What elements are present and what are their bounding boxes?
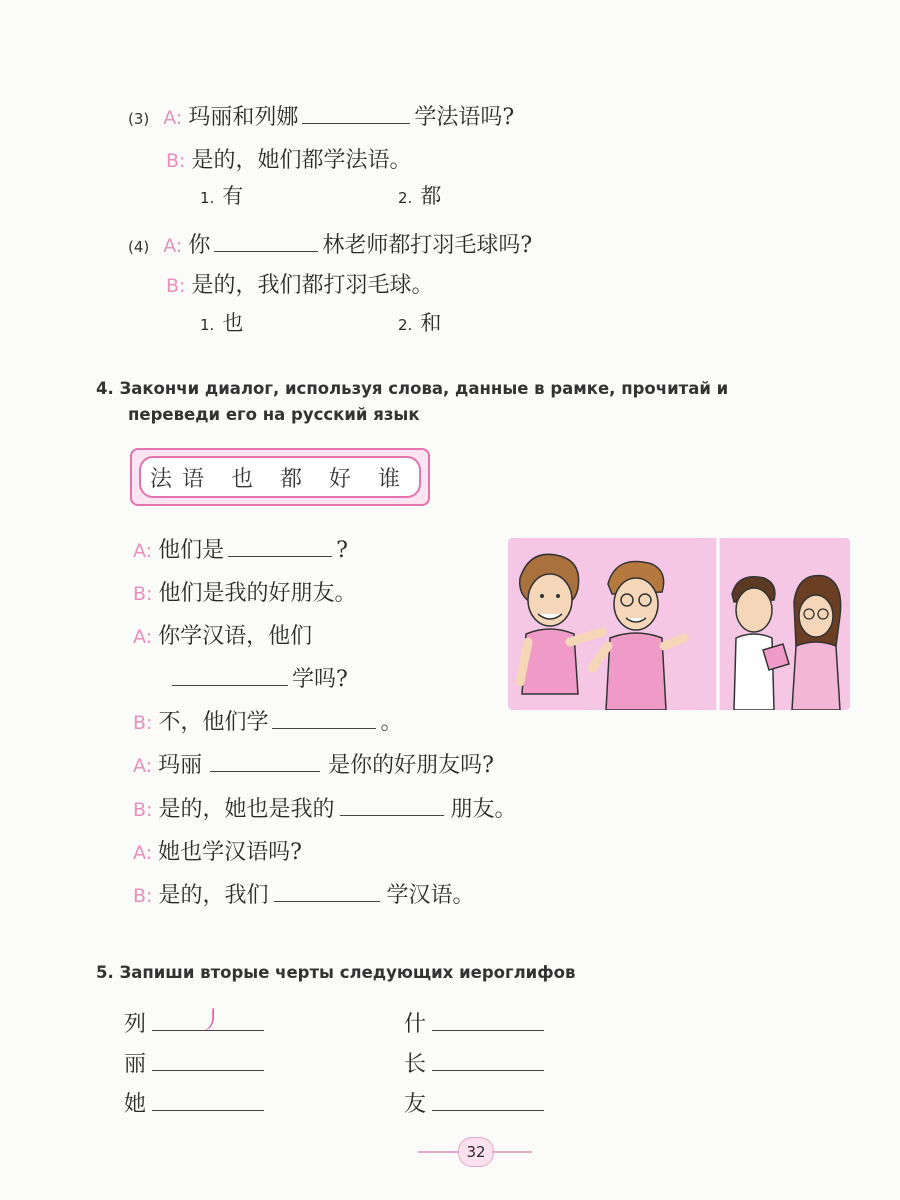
section4-heading (96, 376, 856, 428)
stroke-item (404, 1006, 544, 1038)
character: 列 (124, 1012, 147, 1037)
line-text: 你 (188, 233, 211, 258)
line-text: 她也学汉语吗? (158, 840, 302, 865)
answer-blank[interactable] (214, 229, 318, 252)
line-text: 是的，我们都打羽毛球。 (191, 273, 434, 298)
word-box-words: 法语 也 都 好 谁 (139, 456, 421, 498)
option-1[interactable] (200, 307, 243, 337)
speaker-label: A: (133, 842, 153, 864)
option-2[interactable] (398, 307, 441, 337)
speaker-label: A: (133, 626, 153, 648)
line-text: 学吗? (292, 667, 348, 692)
character: 丽 (124, 1052, 147, 1077)
line-text: 你学汉语，他们 (158, 624, 313, 649)
option-text: 都 (420, 184, 442, 208)
stroke-answer-blank[interactable] (432, 1046, 544, 1071)
answer-blank[interactable] (302, 101, 410, 124)
dialog-line (133, 705, 402, 736)
dialog-line (133, 835, 302, 866)
dialog-line (133, 619, 312, 650)
item4-question (128, 228, 532, 259)
speaker-b: B: (166, 275, 186, 297)
speaker-label: A: (133, 540, 153, 562)
speaker-label: B: (133, 712, 153, 734)
line-text: 不，他们学 (158, 710, 269, 735)
item-number: (4) (128, 238, 150, 256)
character: 她 (124, 1092, 147, 1117)
dialog-line (133, 533, 348, 564)
dialog-line (172, 662, 348, 693)
answer-blank[interactable] (340, 793, 444, 816)
item3-question (128, 100, 514, 131)
option-number: 1. (200, 189, 215, 207)
heading-line: 4. Закончи диалог, используя слова, данные в рамке, прочитай и (96, 379, 729, 398)
stroke-answer-blank[interactable] (432, 1006, 544, 1031)
dialog-line (133, 792, 516, 823)
stroke-item (404, 1086, 544, 1118)
stroke-answer-blank[interactable] (152, 1006, 264, 1034)
line-text: 是的，她们都学法语。 (191, 148, 412, 173)
answer-blank[interactable] (272, 706, 376, 729)
speaker-b: B: (166, 150, 186, 172)
line-text: 朋友。 (450, 797, 517, 822)
stroke-answer-blank[interactable] (432, 1086, 544, 1111)
section5-heading: 5. Запиши вторые черты следующих иероглифов (96, 963, 576, 982)
dialog-line (133, 576, 356, 607)
girl-with-glasses-figure (792, 576, 841, 710)
stroke-item (124, 1046, 264, 1078)
character: 什 (404, 1012, 427, 1037)
heading-line: переведи его на русский язык (128, 405, 420, 424)
line-text: 是的，我们 (158, 883, 269, 908)
option-text: 也 (222, 311, 244, 335)
speaker-a: A: (163, 235, 183, 257)
item-number: (3) (128, 110, 150, 128)
answer-blank[interactable] (274, 879, 380, 902)
speaker-a: A: (163, 107, 183, 129)
line-text: 。 (380, 710, 403, 735)
option-number: 1. (200, 316, 215, 334)
stroke-answer-blank[interactable] (152, 1086, 264, 1111)
boy-with-book-figure (732, 577, 789, 710)
stroke-item (124, 1086, 264, 1118)
line-text: 他们是我的好朋友。 (158, 581, 357, 606)
line-text: 林老师都打羽毛球吗? (322, 233, 533, 258)
speaker-label: B: (133, 583, 153, 605)
line-text: 学法语吗? (414, 105, 515, 130)
students-drawing (508, 538, 850, 710)
line-text: 是的，她也是我的 (158, 797, 335, 822)
line-text: 玛丽 (158, 753, 203, 778)
stroke-item (124, 1006, 264, 1038)
handwritten-stroke: 丿 (200, 1006, 225, 1034)
page-number: 32 (458, 1137, 494, 1167)
answer-blank[interactable] (210, 749, 320, 772)
option-2[interactable] (398, 180, 441, 210)
option-text: 有 (222, 184, 244, 208)
speaker-label: A: (133, 755, 153, 777)
line-text: 学汉语。 (386, 883, 475, 908)
line-text: 是你的好朋友吗? (328, 753, 494, 778)
item3-answer (166, 143, 411, 174)
boy-with-glasses-figure (592, 562, 684, 711)
line-text: 他们是 (158, 538, 225, 563)
boy-figure (520, 554, 602, 694)
option-1[interactable] (200, 180, 243, 210)
speaker-label: B: (133, 799, 153, 821)
dialog-line (133, 878, 474, 909)
line-text: 玛丽和列娜 (188, 105, 299, 130)
answer-blank[interactable] (172, 663, 288, 686)
item4-answer (166, 268, 433, 299)
character: 长 (404, 1052, 427, 1077)
speaker-label: B: (133, 885, 153, 907)
option-number: 2. (398, 316, 413, 334)
page-number-rule-right (492, 1151, 532, 1153)
stroke-item (404, 1046, 544, 1078)
character: 友 (404, 1092, 427, 1117)
line-text: ? (336, 538, 348, 563)
students-illustration (508, 538, 850, 710)
option-text: 和 (420, 311, 442, 335)
answer-blank[interactable] (228, 534, 332, 557)
dialog-line (133, 748, 494, 779)
page-number-rule-left (418, 1151, 458, 1153)
stroke-answer-blank[interactable] (152, 1046, 264, 1071)
word-box (130, 448, 430, 506)
option-number: 2. (398, 189, 413, 207)
